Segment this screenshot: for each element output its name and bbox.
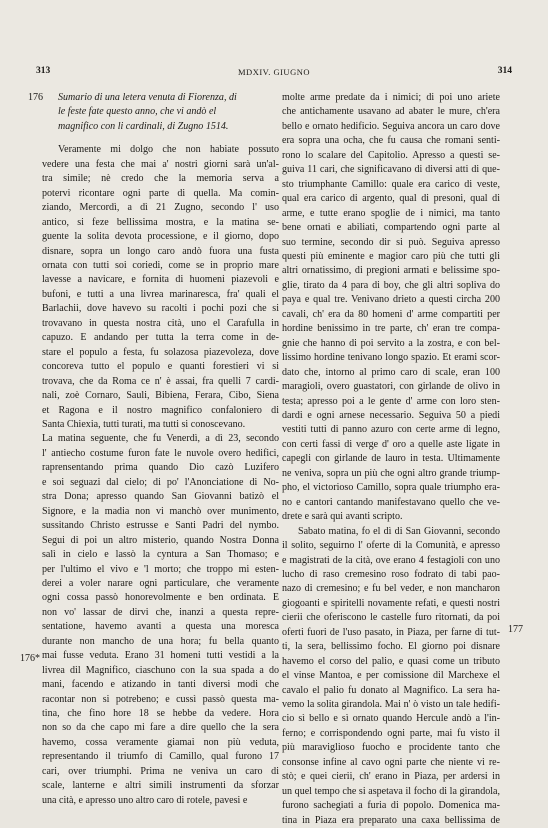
text-line: oferti fuori de l'uso pasato, in Piaza, per farne di tut- <box>282 626 500 638</box>
text-line: tina in Piaza era preparato una caxa bellissima de <box>282 814 500 826</box>
text-line: hordine benissimo in tre parte, ch' eran tre compa- <box>282 323 500 335</box>
text-line: Segui di poi un altro misterio, quando Nostra Donna <box>42 534 279 546</box>
right-page-number: 314 <box>497 66 512 76</box>
text-line: dardi e ogni arnese necessario. Seguiva 50 a piedi <box>282 409 500 421</box>
text-line: mani, facendo e atizando in tanti diversi modi che <box>42 679 279 691</box>
text-line: dato che, intorno al primo caro di scale, eran 100 <box>282 366 500 378</box>
text-line: sto triumphante Camillo: quale era carico di veste, <box>282 178 500 190</box>
text-line: magnifico con li cardinali, di Zugno 1514. <box>58 120 229 132</box>
text-line: el vinse Mantoa, e per comissione dil Marchexe el <box>282 670 500 682</box>
text-line: bufoni, e tutti a una livrea marinaresca, fra' quali el <box>42 288 279 300</box>
text-line: stò; e quei cierii, ch' erano in Piaza, per ardersi in <box>282 771 500 783</box>
text-line: scale, lanterne e altri simili instrumenti da sforzar <box>42 780 279 792</box>
text-line: sentatione, havemo avanti a questa una moresca <box>42 621 279 633</box>
text-line: disnare, sopra un longo caro andò fuora una fusta <box>42 245 279 257</box>
text-line: guiva 11 cari, che significavano di diversi atti di que- <box>282 164 500 176</box>
text-line: consonse infine al cavo ogni parte che niente vi re- <box>282 756 500 768</box>
text-line: raprensentando prima quando Dio cazò Luzifero <box>42 462 279 474</box>
text-line: La matina seguente, che fu Venerdì, a dì 23, secondo <box>42 433 279 445</box>
text-line: Veramente mi dolgo che non habiate possuto <box>58 144 279 156</box>
left-column <box>28 91 279 808</box>
text-line: durante non mancho de una hora; fu bella quanto <box>42 635 279 647</box>
text-line: Santa Chiexia, tutti turati, ma tutti si conoscevano. <box>42 418 246 430</box>
text-line: livrea dil Magnifico, ciaschuno con la sua spada a do <box>42 664 279 676</box>
text-line: trovavano in questa nostra cità, uno el Carafulla in <box>42 317 279 329</box>
text-line: ornata con tutti soi coriedi, come se in proprio mare <box>42 259 279 271</box>
text-line: concoreva tutto el populo e quanti forestieri vi si <box>42 361 279 373</box>
text-line: ferno; e corrispondendo ogni parte, mai fu visto il <box>282 727 500 739</box>
text-line: una cità, e apresso uno altro caro di rotele, pavesi e <box>42 794 248 806</box>
text-line: e soi seguazi dal cielo; di po' l'Anonciatione di No- <box>42 476 279 488</box>
text-line: bene ornati e abiliati, compartendo ogni parte al <box>282 222 500 234</box>
text-line: havemo el corso del palio, e quasi come un tributo <box>282 655 500 667</box>
text-line: altri ornatissimo, di pregioni armati e belissime spo- <box>282 265 500 277</box>
text-line: trovava, che da Roma ce n' è assai, fra quelli 7 cardi- <box>42 375 279 387</box>
text-line: drete e sarà qui avanti scripto. <box>282 511 403 523</box>
page-header <box>36 66 512 80</box>
text-line: qual era carico di argento, qual di presoni, qual di <box>282 193 500 205</box>
text-line: giogoanti e spiritelli novamente refati, e questi nostri <box>282 597 500 609</box>
text-line: rono lo scalare del Capitolio. Apresso a questi se- <box>282 149 500 161</box>
text-line: salì in cielo e lassò la cyntura a San Thomaso; e <box>42 549 279 561</box>
text-line: pho, el victorioso Camillo, sopra quale triumpho era- <box>282 482 500 494</box>
text-line: questi più eminente e magior caro più che tutti gli <box>282 250 500 262</box>
text-line: stra Dona; apresso quando San Giovanni batizò el <box>42 491 279 503</box>
text-line: cari, over triumphi. Prima ne veniva un caro di <box>42 765 279 777</box>
text-line: paya e qual tre. Venivano drieto a questi circha 200 <box>282 294 500 306</box>
text-line: antico, si feze bellissima mostra, e la matina se- <box>42 216 279 228</box>
text-line: il solito, seguirno l' oferte di la Comunità, e apresso <box>282 540 500 552</box>
margin-note-left: 176* <box>20 653 40 664</box>
text-line: e magistrati de la cità, ove erano 4 festagioli con uno <box>282 554 500 566</box>
text-line: lavesse a navicare, e fornita di huomeni piazevoli e <box>42 274 279 286</box>
text-line: lucho di raso cremesino roso fodrato di tabi pao- <box>282 568 500 580</box>
text-line: un quel tempo che si aspetava il focho di la girandola, <box>282 785 500 797</box>
text-line: sussitando Christo estrusse e Santi Padri del nymbo. <box>42 520 279 532</box>
text-line: l' antiecho costume furon fate le nuvole overo hedifici, <box>42 447 279 459</box>
text-line: bello e ornato hedificio. Seguiva ancora un caro dove <box>282 120 500 132</box>
text-line: lissimo hordine tenivano longo spazio. Et erami scor- <box>282 352 500 364</box>
text-line: no e cantori cantando manifestavano quello che ve- <box>282 496 500 508</box>
running-head: MDXIV. GIUGNO <box>238 67 310 77</box>
text-line: havemo, cossa veramente giamai non più veduta, <box>42 736 279 748</box>
text-line: derei a voler narare ogni particulare, che veramente <box>42 577 279 589</box>
text-line: potervi ricontare ogni parte di quella. Ma comin- <box>42 187 279 199</box>
text-line: Barlachii, dove havevo su racolti i pochi pozi che si <box>42 303 279 315</box>
text-line: guente la solita devota processione, e il giorno, dopo <box>42 231 279 243</box>
text-line: non so da che capo mi fare a dire quello che la sera <box>42 722 279 734</box>
text-line: tina, che fino hore 18 se hebbe da vedere. Hora <box>42 708 279 720</box>
text-line: cio sì bello e sì ornato quando Hercule andò a l'in- <box>282 713 500 725</box>
text-line: ne veniva, sopra un più che ogni altro grande triump- <box>282 467 500 479</box>
text-line: mai fusse veduta. Erano 31 homeni tutti vestidi a la <box>42 650 279 662</box>
text-line: ziando, Mercordì, a dì 21 Zugno, secondo l' uso <box>42 202 279 214</box>
text-line: vestiti tutti di panno azuro con certe arme di legno, <box>282 424 500 436</box>
text-line: cavalo el palio fu donato al Magnifico. La sera ha- <box>282 684 500 696</box>
text-line: che antichamente usavano ad abater le mure, ch'era <box>282 106 500 118</box>
text-line: più maravigliosо fuocho e procidente tanto che <box>282 742 500 754</box>
text-line: glie, tirato da 4 para di boy, che gli altri sopliva do <box>282 279 500 291</box>
text-line: per l'ultimo el vivo e 'l morto; che troppo mi esten- <box>42 563 279 575</box>
text-line: capuzo. E andando per tutta la terra come in de- <box>42 332 279 344</box>
text-line: tra simile; nè credo che la memoria serva a <box>42 173 279 185</box>
text-line: cavali, ch' era da 80 homeni d' arme compartiti per <box>282 308 500 320</box>
text-line: nali, zoè Cornaro, Sauli, Bibiena, Ferara, Cibo, Siena <box>42 390 279 402</box>
text-line: Signore, e la madia non vi manchò over munimento, <box>42 505 279 517</box>
text-line: ti, la sera, bellissimo focho. El giorno poi disnare <box>282 641 500 653</box>
right-column <box>282 91 500 828</box>
section-number: 176 <box>28 92 44 103</box>
text-line: vedere una festa che mai a' nostri giorni sarà un'al- <box>42 158 279 170</box>
text-line: representando il triumfo di Camillo, qual furono 17 <box>42 751 279 763</box>
text-line: gnie che hanno di poi servito a la zostra, e con bel- <box>282 337 500 349</box>
text-line: era sopra una ocha, che fu causa che romani senti- <box>282 135 500 147</box>
text-line: con certi fassi di verge d' oro a quelle aste ligate in <box>282 438 500 450</box>
text-line: vemo la solita girandola. Mai n' ò visto un tale hedifi- <box>282 699 500 711</box>
text-line: Sumario di una letera venuta di Fiorenza, di <box>58 92 237 103</box>
left-page-number: 313 <box>36 66 51 76</box>
text-line: non vo' lassar de dirvi che, inanzi a questa repre- <box>42 606 279 618</box>
text-line: arme, e tutte erano spoglie de i nimici, ma tanto <box>282 207 500 219</box>
text-line: le feste fate questo anno, che vi andò el <box>58 106 217 118</box>
left-body-text <box>42 143 279 808</box>
text-line: suo termine, secondo dir si può. Seguiva apresso <box>282 236 500 248</box>
text-line: ogni cossa passò honorevolmente e ben ordinata. E <box>42 592 279 604</box>
text-line: stare el populo a festa, fu solazosa piazevoleza, dove <box>42 346 279 358</box>
text-line: molte arme predate da i nimici; di poi uno ariete <box>282 92 500 103</box>
text-line: testa; apresso poi a le gente d' arme con loro sten- <box>282 395 500 407</box>
text-line: cierii che oferiscono le castelle furo ritornati, da poi <box>282 612 500 624</box>
text-line: furono sachegiati a furia di popolo. Domenica ma- <box>282 800 500 812</box>
text-line: nazo di cremesino; e fu bel veder, e non mancharon <box>282 583 500 595</box>
margin-note-right: 177 <box>508 624 523 635</box>
text-line: Sabato matina, fo el dì di San Giovanni, secondo <box>298 525 500 537</box>
section-title <box>28 91 279 134</box>
text-line: racontar non si potrebeno; e cussì passò questa ma- <box>42 693 279 705</box>
text-line: et Ragona e il nostro magnifico confaloniero di <box>42 404 279 416</box>
text-line: capegli con girlande de lauro in testa. Ultimamente <box>282 453 500 465</box>
text-line: maragioli, overo guastatori, con girlande de olivo in <box>282 381 500 393</box>
right-body-text <box>282 91 500 828</box>
